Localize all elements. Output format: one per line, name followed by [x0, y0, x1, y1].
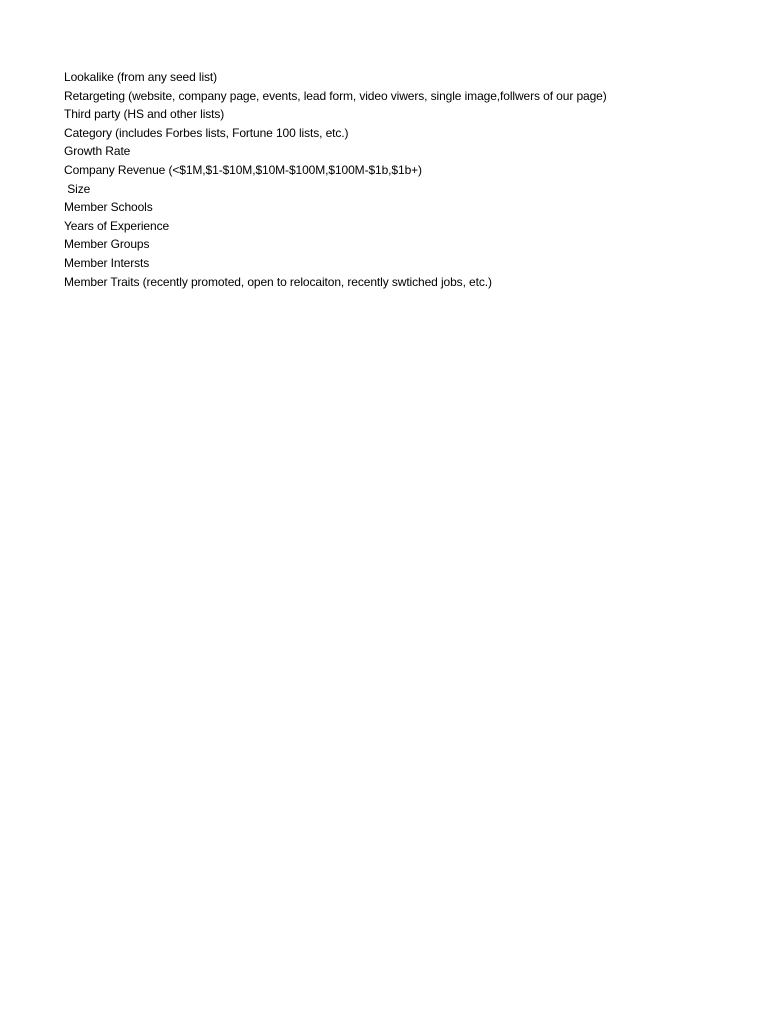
line-member-interests: Member Intersts	[64, 255, 150, 270]
line-company-revenue: Company Revenue (<$1M,$1-$10M,$10M-$100M,$100M-$1b,$1b+)	[64, 162, 422, 177]
line-member-groups: Member Groups	[64, 237, 150, 252]
line-member-traits: Member Traits (recently promoted, open to relocaiton, recently swtiched jobs, etc.)	[64, 274, 492, 289]
line-lookalike: Lookalike (from any seed list)	[64, 70, 218, 84]
line-category: Category (includes Forbes lists, Fortune 100 lists, etc.)	[64, 125, 349, 140]
line-years-of-experience: Years of Experience	[64, 218, 170, 233]
line-growth-rate: Growth Rate	[64, 144, 131, 159]
line-third-party: Third party (HS and other lists)	[64, 107, 225, 122]
line-retargeting: Retargeting (website, company page, events, lead form, video viwers, single image,follwers of our page)	[64, 88, 607, 103]
line-member-schools: Member Schools	[64, 200, 153, 215]
line-size: Size	[64, 181, 91, 196]
document-body	[64, 68, 607, 291]
